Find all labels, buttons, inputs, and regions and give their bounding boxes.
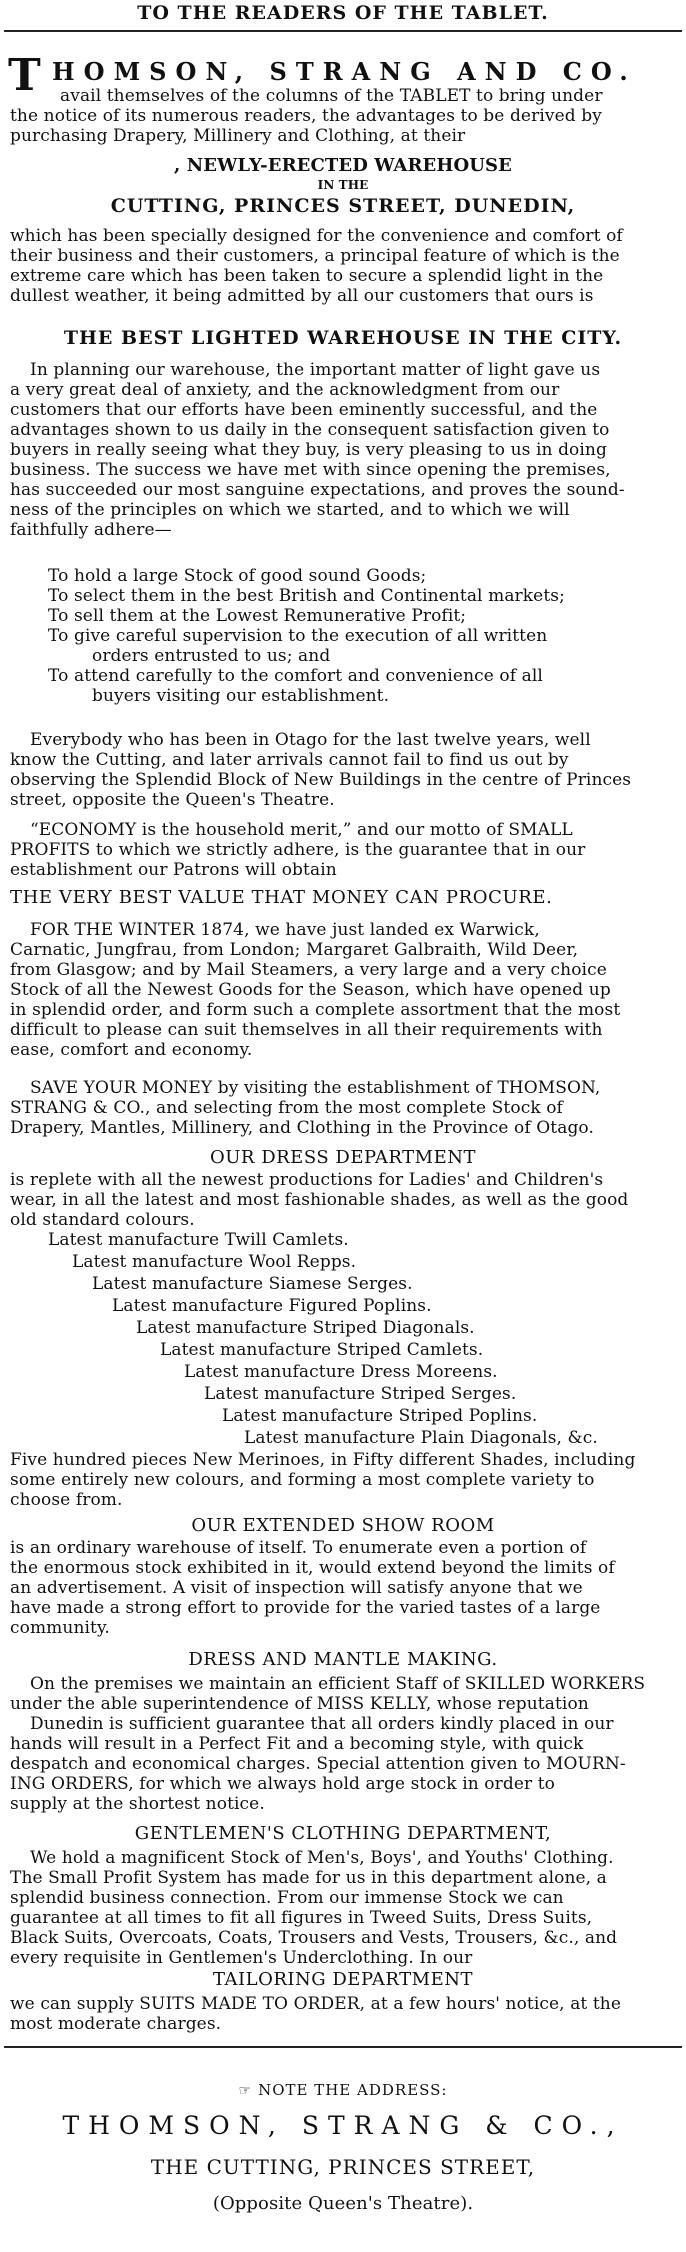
planning-text-8: ness of the principles on which we started, and to which we will	[10, 500, 570, 520]
show-room-text-3: an advertisement. A visit of inspection will satisfy anyone that we	[10, 1578, 583, 1598]
gentlemens-text-3: splendid business connection. From our immense Stock we can	[10, 1888, 564, 1908]
address-street: THE CUTTING, PRINCES STREET,	[150, 2155, 536, 2179]
principle-5: To attend carefully to the comfort and convenience of all	[48, 666, 543, 686]
show-room-text-2: the enormous stock exhibited in it, would extend beyond the limits of	[10, 1558, 615, 1578]
best-lighted-heading: THE BEST LIGHTED WAREHOUSE IN THE CITY.	[63, 328, 623, 348]
dress-text-3: old standard colours.	[10, 1210, 195, 1230]
planning-text-9: faithfully adhere—	[10, 520, 172, 540]
gentlemens-heading: GENTLEMEN'S CLOTHING DEPARTMENT,	[134, 1824, 552, 1844]
winter-text-5: in splendid order, and form such a complete assortment that the most	[10, 1000, 621, 1020]
warehouse-in-the: IN THE	[317, 178, 369, 192]
manufacture-item-4: Latest manufacture Figured Poplins.	[112, 1296, 432, 1316]
warehouse-location: CUTTING, PRINCES STREET, DUNEDIN,	[110, 196, 576, 216]
save-text-2: STRANG & CO., and selecting from the most complete Stock of	[10, 1098, 563, 1118]
principle-2: To select them in the best British and Continental markets;	[48, 586, 565, 606]
intro-line-1: avail themselves of the columns of the TABLET to bring under	[60, 86, 603, 106]
dress-text-1: is replete with all the newest productions for Ladies' and Children's	[10, 1170, 604, 1190]
address-company: THOMSON, STRANG & CO.,	[62, 2111, 624, 2140]
dress-mantle-text-3: Dunedin is sufficient guarantee that all orders kindly placed in our	[30, 1714, 614, 1734]
company-name: HOMSON, STRANG AND CO.	[52, 58, 637, 86]
winter-text-7: ease, comfort and economy.	[10, 1040, 253, 1060]
dress-mantle-text-7: supply at the shortest notice.	[10, 1794, 265, 1814]
intro-line-2: the notice of its numerous readers, the advantages to be derived by	[10, 106, 602, 126]
principle-4: To give careful supervision to the execution of all written	[48, 626, 548, 646]
title-rule	[4, 30, 682, 32]
show-room-heading: OUR EXTENDED SHOW ROOM	[191, 1516, 495, 1536]
planning-text-1: In planning our warehouse, the important matter of light gave us	[30, 360, 601, 380]
tailoring-heading: TAILORING DEPARTMENT	[213, 1970, 473, 1990]
dress-mantle-heading: DRESS AND MANTLE MAKING.	[188, 1650, 498, 1670]
winter-text-4: Stock of all the Newest Goods for the Season, which have opened up	[10, 980, 611, 1000]
warehouse-text-3: extreme care which has been taken to secure a splendid light in the	[10, 266, 604, 286]
gentlemens-text-6: every requisite in Gentlemen's Underclothing. In our	[10, 1948, 473, 1968]
show-room-text-5: community.	[10, 1618, 110, 1638]
winter-text-2: Carnatic, Jungfrau, from London; Margaret Galbraith, Wild Deer,	[10, 940, 579, 960]
manufacture-item-1: Latest manufacture Twill Camlets.	[48, 1230, 349, 1250]
gentlemens-text-1: We hold a magnificent Stock of Men's, Boys', and Youths' Clothing.	[30, 1848, 614, 1868]
manufacture-item-10: Latest manufacture Plain Diagonals, &c.	[244, 1428, 598, 1448]
warehouse-title: , NEWLY-ERECTED WAREHOUSE	[174, 156, 512, 176]
winter-text-3: from Glasgow; and by Mail Steamers, a very large and a very choice	[10, 960, 607, 980]
merinoes-text-3: choose from.	[10, 1490, 123, 1510]
dress-text-2: wear, in all the latest and most fashionable shades, as well as the good	[10, 1190, 629, 1210]
warehouse-text-1: which has been specially designed for the convenience and comfort of	[10, 226, 623, 246]
show-room-text-1: is an ordinary warehouse of itself. To enumerate even a portion of	[10, 1538, 587, 1558]
planning-text-4: advantages shown to us daily in the consequent satisfaction given to	[10, 420, 610, 440]
warehouse-text-4: dullest weather, it being admitted by all our customers that ours is	[10, 286, 594, 306]
intro-line-3: purchasing Drapery, Millinery and Clothing, at their	[10, 126, 466, 146]
merinoes-text-1: Five hundred pieces New Merinoes, in Fifty different Shades, including	[10, 1450, 636, 1470]
principle-3: To sell them at the Lowest Remunerative Profit;	[48, 606, 467, 626]
dress-mantle-text-4: hands will result in a Perfect Fit and a becoming style, with quick	[10, 1734, 584, 1754]
planning-text-7: has succeeded our most sanguine expectations, and proves the sound-	[10, 480, 625, 500]
economy-text-2: PROFITS to which we strictly adhere, is the guarantee that in our	[10, 840, 586, 860]
dress-mantle-text-6: ING ORDERS, for which we always hold arge stock in order to	[10, 1774, 555, 1794]
principle-1: To hold a large Stock of good sound Goods;	[48, 566, 427, 586]
address-opposite: (Opposite Queen's Theatre).	[212, 2193, 474, 2214]
dress-mantle-text-2: under the able superintendence of MISS KELLY, whose reputation	[10, 1694, 589, 1714]
address-rule	[4, 2046, 682, 2048]
manufacture-item-3: Latest manufacture Siamese Serges.	[92, 1274, 413, 1294]
manufacture-item-6: Latest manufacture Striped Camlets.	[160, 1340, 484, 1360]
planning-text-6: business. The success we have met with since opening the premises,	[10, 460, 611, 480]
dress-mantle-text-5: despatch and economical charges. Special attention given to MOURN-	[10, 1754, 626, 1774]
save-text-1: SAVE YOUR MONEY by visiting the establishment of THOMSON,	[30, 1078, 601, 1098]
merinoes-text-2: some entirely new colours, and forming a most complete variety to	[10, 1470, 595, 1490]
gentlemens-text-5: Black Suits, Overcoats, Coats, Trousers and Vests, Trousers, &c., and	[10, 1928, 618, 1948]
everybody-text-4: street, opposite the Queen's Theatre.	[10, 790, 335, 810]
economy-text-3: establishment our Patrons will obtain	[10, 860, 337, 880]
planning-text-5: buyers in really seeing what they buy, is very pleasing to us in doing	[10, 440, 607, 460]
drop-cap: T	[8, 50, 41, 101]
page-title: TO THE READERS OF THE TABLET.	[137, 3, 549, 23]
manufacture-item-7: Latest manufacture Dress Moreens.	[184, 1362, 498, 1382]
principle-4-cont: orders entrusted to us; and	[92, 646, 331, 666]
gentlemens-text-2: The Small Profit System has made for us in this department alone, a	[10, 1868, 607, 1888]
gentlemens-text-4: guarantee at all times to fit all figures in Tweed Suits, Dress Suits,	[10, 1908, 593, 1928]
everybody-text-3: observing the Splendid Block of New Buildings in the centre of Princes	[10, 770, 632, 790]
dress-mantle-text-1: On the premises we maintain an efficient Staff of SKILLED WORKERS	[30, 1674, 646, 1694]
winter-text-6: difficult to please can suit themselves in all their requirements with	[10, 1020, 603, 1040]
address-note: NOTE THE ADDRESS:	[258, 2081, 448, 2099]
planning-text-2: a very great deal of anxiety, and the acknowledgment from our	[10, 380, 560, 400]
planning-text-3: customers that our efforts have been eminently successful, and the	[10, 400, 598, 420]
economy-text-1: “ECONOMY is the household merit,” and our motto of SMALL	[30, 820, 573, 840]
address-note-line	[10, 2080, 676, 2101]
save-text-3: Drapery, Mantles, Millinery, and Clothing in the Province of Otago.	[10, 1118, 594, 1138]
principle-5-cont: buyers visiting our establishment.	[92, 686, 390, 706]
manufacture-item-2: Latest manufacture Wool Repps.	[72, 1252, 357, 1272]
show-room-text-4: have made a strong effort to provide for the varied tastes of a large	[10, 1598, 601, 1618]
manufacture-item-5: Latest manufacture Striped Diagonals.	[136, 1318, 475, 1338]
manufacture-item-8: Latest manufacture Striped Serges.	[204, 1384, 517, 1404]
warehouse-text-2: their business and their customers, a principal feature of which is the	[10, 246, 620, 266]
everybody-text-1: Everybody who has been in Otago for the last twelve years, well	[30, 730, 591, 750]
everybody-text-2: know the Cutting, and later arrivals cannot fail to find us out by	[10, 750, 569, 770]
pointing-hand-icon: ☞	[238, 2083, 253, 2099]
tailoring-text-1: we can supply SUITS MADE TO ORDER, at a few hours' notice, at the	[10, 1994, 622, 2014]
dress-department-heading: OUR DRESS DEPARTMENT	[210, 1148, 476, 1168]
best-value-heading: THE VERY BEST VALUE THAT MONEY CAN PROCURE.	[10, 888, 553, 908]
manufacture-item-9: Latest manufacture Striped Poplins.	[222, 1406, 538, 1426]
winter-text-1: FOR THE WINTER 1874, we have just landed ex Warwick,	[30, 920, 540, 940]
tailoring-text-2: most moderate charges.	[10, 2014, 222, 2034]
